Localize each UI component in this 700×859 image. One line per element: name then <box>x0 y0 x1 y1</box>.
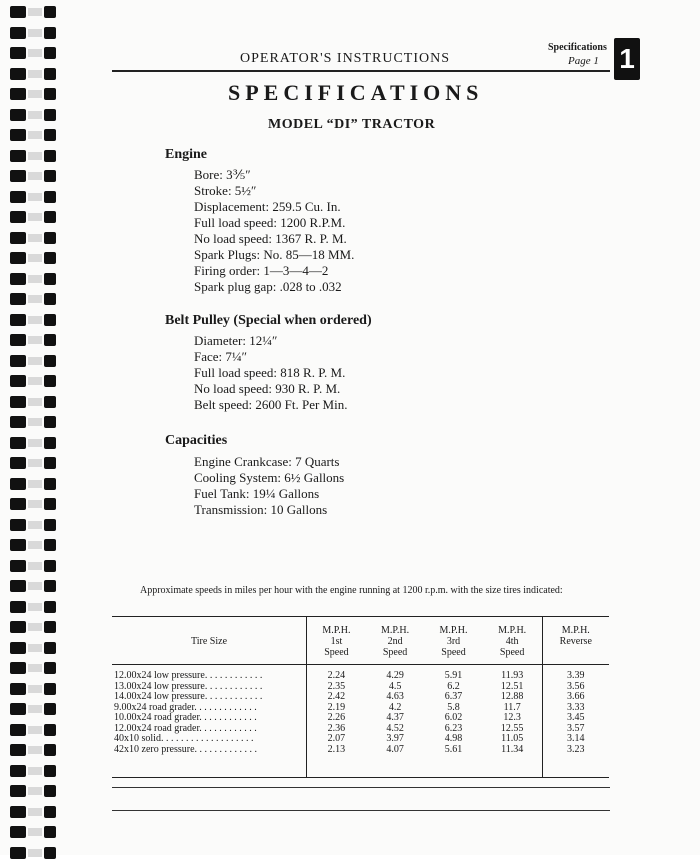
speed-cell: 2.13 <box>307 745 366 778</box>
binding-ring <box>10 785 72 797</box>
speed-cell: 3.39 <box>542 665 609 682</box>
engine-heading: Engine <box>165 147 208 162</box>
binding-ring <box>10 150 72 162</box>
binding-ring <box>10 314 72 326</box>
divider <box>112 810 610 811</box>
binding-ring <box>10 703 72 715</box>
binding-ring <box>10 744 72 756</box>
header-2nd-speed <box>366 617 424 665</box>
binding-ring <box>10 355 72 367</box>
speed-cell: 3.33 <box>542 703 609 714</box>
tire-size-cell: 42x10 zero pressure. . . . . . . . . . . . . <box>114 743 258 755</box>
binding-ring <box>10 6 72 18</box>
binding-ring <box>10 621 72 633</box>
binding-ring <box>10 539 72 551</box>
binding-ring <box>10 683 72 695</box>
speeds-intro: Approximate speeds in miles per hour with the engine running at 1200 r.p.m. with the size tires indicated: <box>140 585 563 596</box>
table-row <box>112 745 609 778</box>
spec-item: Fuel Tank: 19¼ Gallons <box>194 486 320 501</box>
speed-cell: 4.2 <box>388 701 402 713</box>
binding-ring <box>10 806 72 818</box>
header-reverse <box>542 617 609 665</box>
table-header-row <box>112 617 609 665</box>
spec-item: Bore: 3⅗″ <box>194 167 251 182</box>
binding-ring <box>10 252 72 264</box>
speed-cell: 4.52 <box>386 722 404 734</box>
header-line: M.P.H. <box>561 625 590 636</box>
speed-cell: 11.93 <box>501 670 524 681</box>
speed-cell: 3.66 <box>542 692 609 703</box>
header-line: M.P.H. <box>439 625 468 636</box>
capacities-heading: Capacities <box>165 433 228 448</box>
tire-size-cell: 40x10 solid. . . . . . . . . . . . . . . . . . . <box>114 733 254 744</box>
spec-item: No load speed: 930 R. P. M. <box>194 381 341 396</box>
tire-size-cell: 9.00x24 road grader. . . . . . . . . . . . . <box>114 701 257 713</box>
binding-ring <box>10 334 72 346</box>
speed-cell: 12.55 <box>500 722 524 734</box>
speed-cell: 3.56 <box>542 682 609 693</box>
spec-item: Transmission: 10 Gallons <box>194 502 328 517</box>
speed-cell: 2.36 <box>307 724 366 735</box>
binding-ring <box>10 232 72 244</box>
header-line: Speed <box>499 647 525 658</box>
binding-ring <box>10 293 72 305</box>
header-line: Speed <box>324 647 349 658</box>
header-1st-speed <box>307 617 366 665</box>
speed-cell: 4.29 <box>386 670 404 681</box>
binding-ring <box>10 88 72 100</box>
header-tire-size: Tire Size <box>112 617 307 665</box>
section-tab: 1 <box>614 38 640 80</box>
binding-ring <box>10 642 72 654</box>
binding-ring <box>10 519 72 531</box>
binding-ring <box>10 847 72 859</box>
section-label: Specifications <box>548 42 607 53</box>
model-title: MODEL “DI” TRACTOR <box>268 117 436 132</box>
header-line: Speed <box>441 647 466 658</box>
speed-cell: 12.51 <box>500 680 524 692</box>
divider <box>112 787 610 788</box>
spec-item: Engine Crankcase: 7 Quarts <box>194 454 340 469</box>
header-rule <box>112 70 610 72</box>
spec-item: Full load speed: 818 R. P. M. <box>194 365 346 380</box>
spec-item: Cooling System: 6½ Gallons <box>194 470 345 485</box>
speed-cell: 4.63 <box>386 691 404 702</box>
speed-cell: 12.3 <box>503 712 521 723</box>
tire-size-cell: 14.00x24 low pressure. . . . . . . . . . . . <box>114 691 263 702</box>
speed-cell: 2.42 <box>307 692 366 703</box>
header-line: 1st <box>330 636 343 647</box>
table-row <box>112 692 609 703</box>
spec-item: Full load speed: 1200 R.P.M. <box>194 215 346 230</box>
speed-cell: 3.97 <box>386 733 404 744</box>
binding-ring <box>10 170 72 182</box>
spec-item: Spark Plugs: No. 85—18 MM. <box>194 247 355 262</box>
header-4th-speed <box>483 617 542 665</box>
speed-cell: 12.88 <box>500 691 524 702</box>
binding-ring <box>10 580 72 592</box>
spec-item: Displacement: 259.5 Cu. In. <box>194 199 341 214</box>
binding-ring <box>10 765 72 777</box>
capacities-spec-list <box>194 454 344 518</box>
tire-size-cell: 13.00x24 low pressure. . . . . . . . . . . . <box>114 680 263 692</box>
spec-item: Belt speed: 2600 Ft. Per Min. <box>194 397 348 412</box>
binding-ring <box>10 478 72 490</box>
binding-ring <box>10 724 72 736</box>
speed-cell: 6.2 <box>447 680 460 692</box>
speed-cell: 4.37 <box>386 712 404 723</box>
speed-cell: 5.61 <box>444 743 463 755</box>
binding-ring <box>10 601 72 613</box>
engine-spec-list <box>194 167 354 295</box>
spec-item: Stroke: 5½″ <box>194 183 257 198</box>
binding-ring <box>10 396 72 408</box>
header-line: 3rd <box>446 636 461 647</box>
spec-item: Firing order: 1—3—4—2 <box>194 263 329 278</box>
speed-cell: 2.24 <box>307 665 366 682</box>
header-line: 4th <box>505 636 519 647</box>
speed-cell: 6.02 <box>444 712 463 723</box>
header-3rd-speed <box>424 617 482 665</box>
header-line: M.P.H. <box>381 625 410 636</box>
binding-ring <box>10 273 72 285</box>
binding-ring <box>10 437 72 449</box>
speed-cell: 5.8 <box>447 701 460 713</box>
binding-ring <box>10 109 72 121</box>
header-line: M.P.H. <box>498 625 527 636</box>
speed-cell: 3.23 <box>542 745 609 778</box>
binding-ring <box>10 662 72 674</box>
spiral-binding <box>0 0 70 855</box>
speed-cell: 6.23 <box>444 722 463 734</box>
belt-pulley-spec-list <box>194 333 347 413</box>
spec-item: Diameter: 12¼″ <box>194 333 278 348</box>
speed-cell: 4.07 <box>386 743 404 755</box>
speed-cell: 2.07 <box>307 734 366 745</box>
speed-cell: 3.57 <box>542 724 609 735</box>
spec-item: No load speed: 1367 R. P. M. <box>194 231 347 246</box>
binding-ring <box>10 375 72 387</box>
header-line: 2nd <box>387 636 403 647</box>
speed-cell: 4.5 <box>388 680 402 692</box>
speed-cell: 2.19 <box>307 703 366 714</box>
binding-ring <box>10 47 72 59</box>
binding-ring <box>10 68 72 80</box>
binding-ring <box>10 211 72 223</box>
binding-ring <box>10 826 72 838</box>
page-label: Page 1 <box>568 55 599 67</box>
speed-cell: 6.37 <box>444 691 463 702</box>
table-row <box>112 665 609 682</box>
binding-ring <box>10 560 72 572</box>
header-line: Speed <box>382 647 408 658</box>
header-line: Reverse <box>559 636 592 647</box>
spec-item: Spark plug gap: .028 to .032 <box>194 279 342 294</box>
tire-size-cell: 10.00x24 road grader. . . . . . . . . . . . <box>114 712 257 723</box>
speed-cell: 2.26 <box>307 713 366 724</box>
binding-ring <box>10 416 72 428</box>
speed-cell: 3.14 <box>542 734 609 745</box>
binding-ring <box>10 498 72 510</box>
tire-size-cell: 12.00x24 road grader. . . . . . . . . . . . <box>114 722 257 734</box>
speed-cell: 2.35 <box>307 682 366 693</box>
page-title: SPECIFICATIONS <box>228 80 484 105</box>
speed-cell: 11.05 <box>501 733 524 744</box>
speed-cell: 5.91 <box>444 670 463 681</box>
tire-size-cell: 12.00x24 low pressure. . . . . . . . . . . . <box>114 670 263 681</box>
table-row <box>112 713 609 724</box>
speed-cell: 11.7 <box>503 701 521 713</box>
speed-cell: 11.34 <box>501 743 524 755</box>
speed-cell: 4.98 <box>444 733 463 744</box>
spec-item: Face: 7¼″ <box>194 349 248 364</box>
speeds-table <box>112 616 609 778</box>
binding-ring <box>10 27 72 39</box>
table-row <box>112 734 609 745</box>
belt-pulley-heading: Belt Pulley (Special when ordered) <box>165 313 372 328</box>
binding-ring <box>10 457 72 469</box>
header-title: OPERATOR'S INSTRUCTIONS <box>240 51 451 66</box>
header-line: M.P.H. <box>322 625 351 636</box>
speed-cell: 3.45 <box>542 713 609 724</box>
binding-ring <box>10 191 72 203</box>
binding-ring <box>10 129 72 141</box>
